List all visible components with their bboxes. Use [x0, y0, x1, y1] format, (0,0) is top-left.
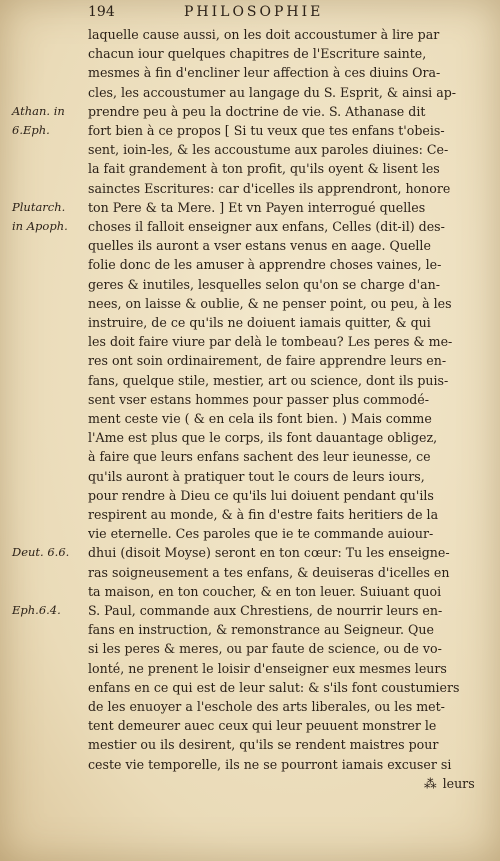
text-line: nees, on laisse & oublie, & ne penser point, ou peu, à les: [88, 295, 452, 311]
margin-note: in Apoph.: [12, 219, 68, 233]
page-number: 194: [88, 4, 115, 20]
text-line: pour rendre à Dieu ce qu'ils lui doiuent pendant qu'ils: [88, 487, 434, 503]
text-line: dhui (disoit Moyse) seront en ton cœur: Tu les enseigne-: [88, 545, 450, 561]
text-line: folie donc de les amuser à apprendre choses vaines, le-: [88, 257, 442, 273]
text-line: instruire, de ce qu'ils ne doiuent iamais quitter, & qui: [88, 315, 431, 330]
text-line: de les enuoyer a l'eschole des arts liberales, ou les met-: [88, 699, 445, 714]
text-line: mestier ou ils desirent, qu'ils se rendent maistres pour: [88, 737, 439, 753]
text-line: sent, ioin-les, & les accoustume aux paroles diuines: Ce-: [88, 142, 449, 158]
catchword: [424, 776, 475, 791]
text-line: lonté, ne prenent le loisir d'enseigner eux mesmes leurs: [88, 660, 447, 676]
text-line: ment ceste vie ( & en cela ils font bien. ) Mais comme: [88, 411, 432, 426]
text-line: res ont soin ordinairement, de faire apprendre leurs en-: [88, 353, 447, 369]
text-line: fans en instruction, & remonstrance au Seigneur. Que: [88, 622, 434, 638]
text-line: geres & inutiles, lesquelles selon qu'on se charge d'an-: [88, 276, 440, 292]
text-line: choses il falloit enseigner aux enfans, Celles (dit-il) des-: [88, 219, 445, 234]
text-line: ton Pere & ta Mere. ] Et vn Payen interrogué quelles: [88, 199, 426, 215]
text-line: la fait grandement à ton profit, qu'ils oyent & lisent les: [88, 161, 440, 177]
margin-note: Deut. 6.6.: [12, 545, 70, 560]
text-line: enfans en ce qui est de leur salut: & s'ils font coustumiers: [88, 679, 460, 695]
margin-note: Athan. in: [12, 103, 65, 118]
text-line: quelles ils auront a vser estans venus en aage. Quelle: [88, 238, 431, 254]
text-line: chacun iour quelques chapitres de l'Escriture sainte,: [88, 46, 427, 62]
text-line: ta maison, en ton coucher, & en ton leuer. Suiuant quoi: [88, 583, 442, 599]
text-line: qu'ils auront à pratiquer tout le cours de leurs iours,: [88, 468, 425, 484]
text-line: à faire que leurs enfans sachent des leur ieunesse, ce: [88, 449, 431, 465]
text-line: les doit faire viure par delà le tombeau? Les peres & me-: [88, 334, 453, 350]
text-line: cles, les accoustumer au langage du S. Esprit, & ainsi ap-: [88, 84, 457, 100]
margin-note: 6.Eph.: [12, 123, 50, 137]
text-line: respirent au monde, & à fin d'estre faits heritiers de la: [88, 507, 439, 522]
running-title: PHILOSOPHIE: [184, 4, 324, 20]
margin-note: Eph.6.4.: [12, 603, 61, 617]
text-line: sent vser estans hommes pour passer plus commodé-: [88, 391, 429, 407]
printer-mark-icon: ⁂: [424, 776, 437, 791]
text-line: si les peres & meres, ou par faute de science, ou de vo-: [88, 641, 442, 657]
text-line: fans, quelque stile, mestier, art ou science, dont ils puis-: [88, 372, 449, 388]
margin-note: Plutarch.: [12, 199, 66, 214]
text-line: l'Ame est plus que le corps, ils font dauantage obligez,: [88, 430, 438, 446]
catchword-text: leurs: [442, 776, 475, 791]
text-line: S. Paul, commande aux Chrestiens, de nourrir leurs en-: [88, 603, 443, 618]
text-line: ras soigneusement a tes enfans, & deuiseras d'icelles en: [88, 564, 450, 580]
text-line: vie eternelle. Ces paroles que ie te commande auiour-: [88, 526, 434, 542]
text-line: sainctes Escritures: car d'icelles ils apprendront, honore: [88, 180, 451, 196]
text-line: prendre peu à peu la doctrine de vie. S. Athanase dit: [88, 103, 426, 119]
text-line: laquelle cause aussi, on les doit accoustumer à lire par: [88, 27, 440, 42]
text-line: ceste vie temporelle, ils ne se pourront iamais excuser si: [88, 756, 452, 772]
text-line: mesmes à fin d'encliner leur affection à ces diuins Ora-: [88, 65, 441, 81]
text-line: tent demeurer auec ceux qui leur peuuent monstrer le: [88, 718, 437, 734]
text-line: fort bien à ce propos [ Si tu veux que tes enfans t'obeis-: [88, 123, 445, 138]
page-header: [88, 4, 468, 24]
